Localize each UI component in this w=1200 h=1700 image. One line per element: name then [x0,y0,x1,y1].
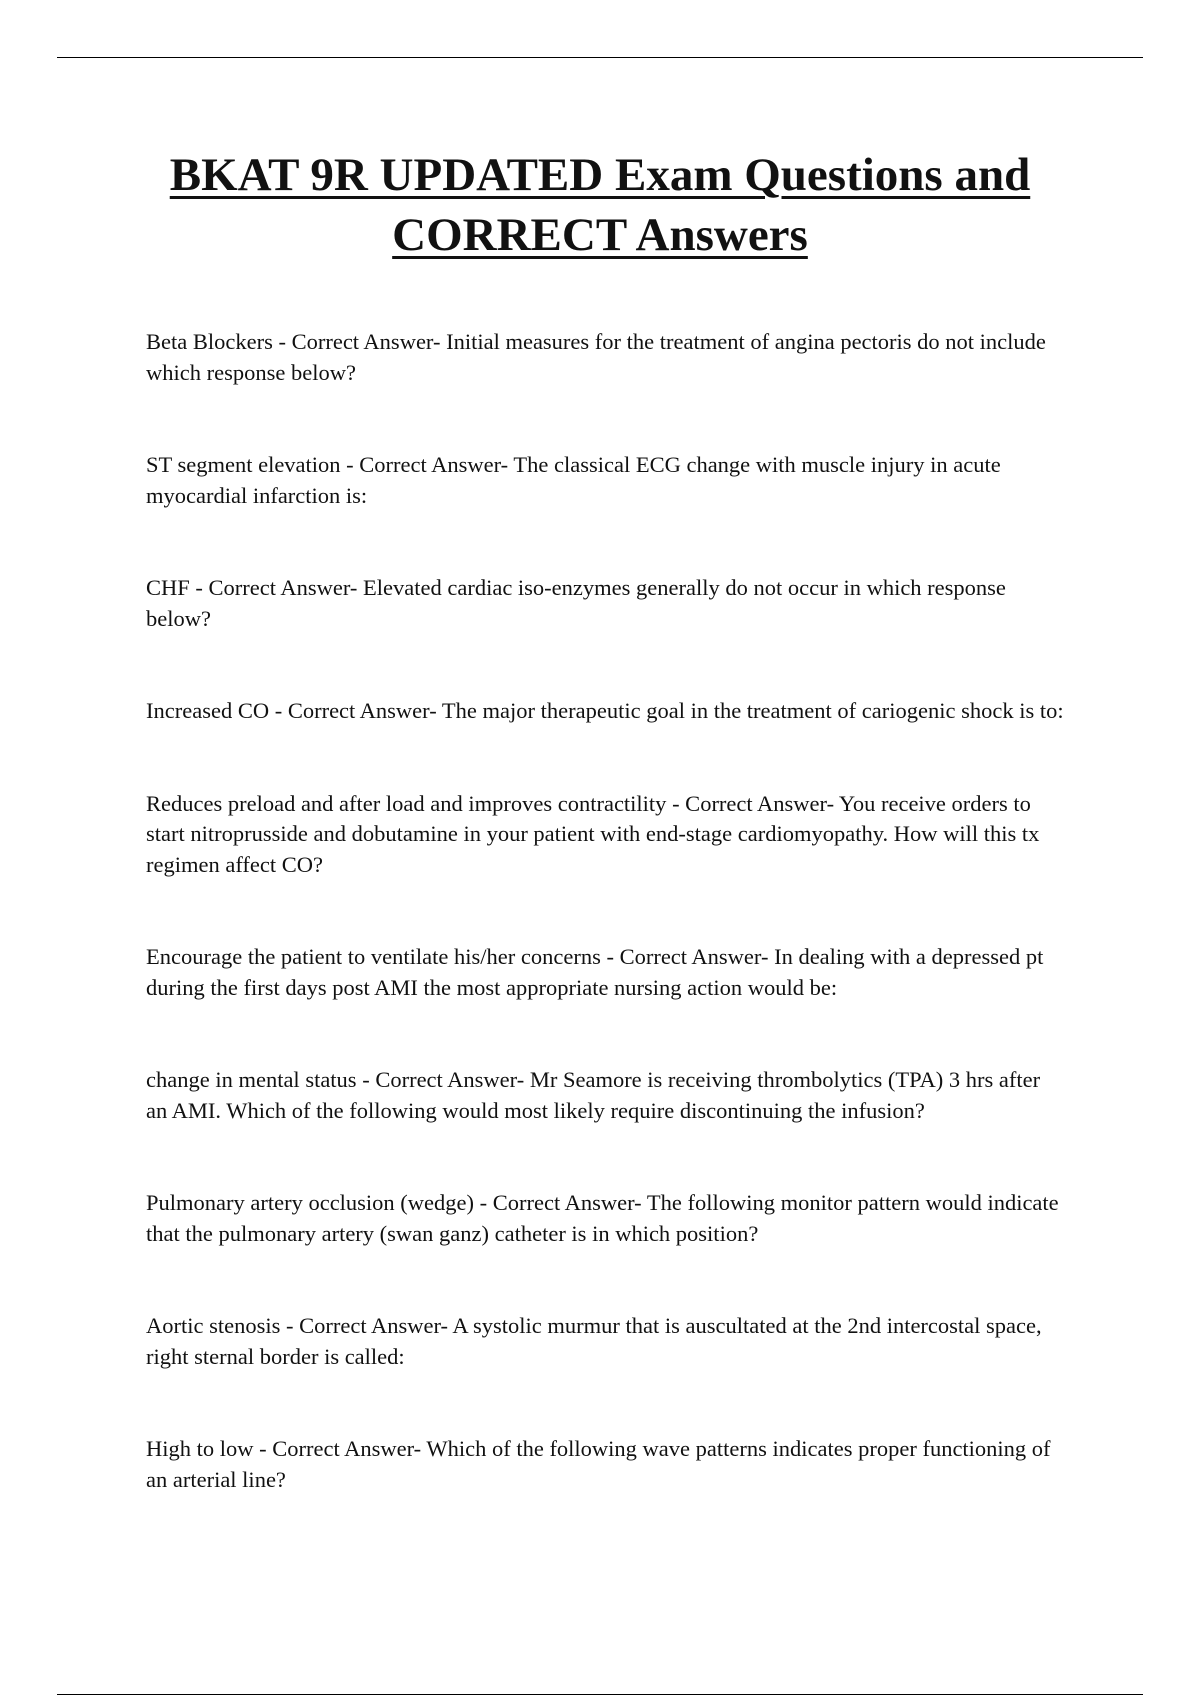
question-text: The following monitor pattern would indicate that the pulmonary artery (swan ganz) catheter is in which position? [146,1190,1059,1246]
answer-text: Pulmonary artery occlusion (wedge) [146,1190,475,1215]
answer-text: Encourage the patient to ventilate his/her concerns [146,944,601,969]
qa-item-2 [146,450,1066,511]
title-line-1: BKAT 9R UPDATED Exam Questions and [169,149,1031,201]
answer-separator: - Correct Answer- [356,1067,530,1092]
question-text: Mr Seamore is receiving thrombolytics (TPA) 3 hrs after an AMI. Which of the following would most likely require discontinuing the infusion? [146,1067,1041,1123]
question-text: The classical ECG change with muscle injury in acute myocardial infarction is: [146,452,1001,508]
answer-text: change in mental status [146,1067,357,1092]
answer-text: Increased CO [146,698,270,723]
qa-item-6 [146,942,1066,1003]
answer-text: Reduces preload and after load and improves contractility [146,790,667,816]
footer-rule [57,1694,1143,1695]
answer-text: Aortic stenosis [146,1313,281,1338]
qa-item-8 [146,1188,1066,1249]
qa-item-3 [146,573,1066,634]
answer-separator: - Correct Answer- [272,329,447,354]
header-rule [57,57,1143,58]
answer-separator: - Correct Answer- [269,698,442,723]
qa-list [146,327,1066,1557]
qa-item-7 [146,1065,1066,1126]
qa-item-9 [146,1311,1066,1372]
answer-separator: - Correct Answer- [189,575,364,600]
answer-separator: - Correct Answer- [600,944,775,969]
question-text: Which of the following wave patterns indicates proper functioning of an arterial line? [146,1436,1051,1492]
qa-item-1 [146,327,1066,388]
answer-separator: - Correct Answer- [253,1436,427,1461]
document-title [0,145,1200,265]
answer-separator: - Correct Answer- [280,1313,453,1338]
answer-separator: - Correct Answer- [474,1190,647,1215]
qa-item-10 [146,1434,1066,1495]
qa-item-4 [146,696,1066,727]
answer-text: ST segment elevation [146,452,341,477]
answer-text: High to low [146,1436,254,1461]
answer-text: Beta Blockers [146,329,273,354]
question-text: Initial measures for the treatment of angina pectoris do not include which response below? [146,329,1046,385]
answer-separator: - Correct Answer- [666,790,839,816]
question-text: In dealing with a depressed pt during the first days post AMI the most appropriate nursing action would be: [146,944,1044,1000]
question-text: You receive orders to start nitroprusside and dobutamine in your patient with end-stage cardiomyopathy. How will this tx regimen affect CO? [146,790,1040,877]
answer-separator: - Correct Answer- [340,452,514,477]
answer-text: CHF [146,575,190,600]
title-line-2: CORRECT Answers [392,209,808,261]
question-text: A systolic murmur that is auscultated at the 2nd intercostal space, right sternal border is called: [146,1313,1042,1369]
qa-item-5 [146,789,1066,881]
question-text: Elevated cardiac iso-enzymes generally do not occur in which response below? [146,575,1006,631]
question-text: The major therapeutic goal in the treatment of cariogenic shock is to: [441,698,1064,723]
